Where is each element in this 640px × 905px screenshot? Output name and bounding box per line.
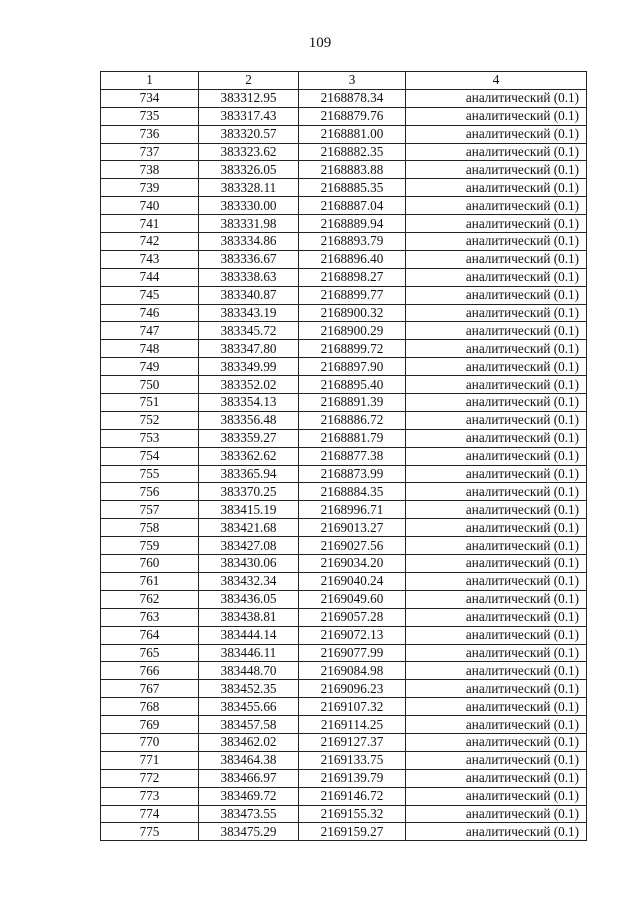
y-coordinate-cell: 2169139.79: [299, 769, 406, 787]
table-row: [101, 215, 587, 233]
y-coordinate-cell: 2168900.32: [299, 304, 406, 322]
y-coordinate-cell: 2168893.79: [299, 233, 406, 251]
point-number-cell: 770: [101, 733, 199, 751]
table-row: [101, 626, 587, 644]
method-cell: аналитический (0.1): [406, 751, 587, 769]
x-coordinate-cell: 383448.70: [199, 662, 299, 680]
x-coordinate-cell: 383469.72: [199, 787, 299, 805]
y-coordinate-cell: 2169127.37: [299, 733, 406, 751]
x-coordinate-cell: 383338.63: [199, 268, 299, 286]
point-number-cell: 772: [101, 769, 199, 787]
x-coordinate-cell: 383328.11: [199, 179, 299, 197]
y-coordinate-cell: 2169034.20: [299, 555, 406, 573]
x-coordinate-cell: 383415.19: [199, 501, 299, 519]
table-row: [101, 572, 587, 590]
method-cell: аналитический (0.1): [406, 626, 587, 644]
table-row: [101, 340, 587, 358]
point-number-cell: 762: [101, 590, 199, 608]
table-row: [101, 823, 587, 841]
header-col-1: 1: [101, 72, 199, 90]
x-coordinate-cell: 383356.48: [199, 411, 299, 429]
point-number-cell: 760: [101, 555, 199, 573]
table-row: [101, 698, 587, 716]
y-coordinate-cell: 2169096.23: [299, 680, 406, 698]
point-number-cell: 748: [101, 340, 199, 358]
y-coordinate-cell: 2168898.27: [299, 268, 406, 286]
point-number-cell: 766: [101, 662, 199, 680]
x-coordinate-cell: 383370.25: [199, 483, 299, 501]
y-coordinate-cell: 2168889.94: [299, 215, 406, 233]
table-row: [101, 733, 587, 751]
x-coordinate-cell: 383475.29: [199, 823, 299, 841]
method-cell: аналитический (0.1): [406, 519, 587, 537]
method-cell: аналитический (0.1): [406, 304, 587, 322]
point-number-cell: 749: [101, 358, 199, 376]
point-number-cell: 750: [101, 376, 199, 394]
table-row: [101, 769, 587, 787]
x-coordinate-cell: 383317.43: [199, 107, 299, 125]
method-cell: аналитический (0.1): [406, 698, 587, 716]
y-coordinate-cell: 2168882.35: [299, 143, 406, 161]
y-coordinate-cell: 2169133.75: [299, 751, 406, 769]
table-row: [101, 376, 587, 394]
point-number-cell: 763: [101, 608, 199, 626]
method-cell: аналитический (0.1): [406, 143, 587, 161]
method-cell: аналитический (0.1): [406, 268, 587, 286]
table-row: [101, 197, 587, 215]
method-cell: аналитический (0.1): [406, 483, 587, 501]
table-row: [101, 358, 587, 376]
table-row: [101, 411, 587, 429]
point-number-cell: 771: [101, 751, 199, 769]
x-coordinate-cell: 383334.86: [199, 233, 299, 251]
point-number-cell: 775: [101, 823, 199, 841]
table-row: [101, 322, 587, 340]
table-row: [101, 805, 587, 823]
x-coordinate-cell: 383331.98: [199, 215, 299, 233]
point-number-cell: 740: [101, 197, 199, 215]
table-row: [101, 537, 587, 555]
table-row: [101, 161, 587, 179]
method-cell: аналитический (0.1): [406, 215, 587, 233]
table-row: [101, 250, 587, 268]
table-row: [101, 483, 587, 501]
table-row: [101, 394, 587, 412]
method-cell: аналитический (0.1): [406, 233, 587, 251]
method-cell: аналитический (0.1): [406, 572, 587, 590]
method-cell: аналитический (0.1): [406, 89, 587, 107]
point-number-cell: 754: [101, 447, 199, 465]
x-coordinate-cell: 383446.11: [199, 644, 299, 662]
point-number-cell: 767: [101, 680, 199, 698]
point-number-cell: 736: [101, 125, 199, 143]
point-number-cell: 746: [101, 304, 199, 322]
x-coordinate-cell: 383343.19: [199, 304, 299, 322]
point-number-cell: 755: [101, 465, 199, 483]
y-coordinate-cell: 2169155.32: [299, 805, 406, 823]
y-coordinate-cell: 2168887.04: [299, 197, 406, 215]
point-number-cell: 744: [101, 268, 199, 286]
x-coordinate-cell: 383455.66: [199, 698, 299, 716]
table-row: [101, 304, 587, 322]
method-cell: аналитический (0.1): [406, 537, 587, 555]
table-row: [101, 268, 587, 286]
y-coordinate-cell: 2169040.24: [299, 572, 406, 590]
y-coordinate-cell: 2168899.72: [299, 340, 406, 358]
y-coordinate-cell: 2168900.29: [299, 322, 406, 340]
point-number-cell: 773: [101, 787, 199, 805]
method-cell: аналитический (0.1): [406, 608, 587, 626]
y-coordinate-cell: 2168885.35: [299, 179, 406, 197]
y-coordinate-cell: 2168896.40: [299, 250, 406, 268]
x-coordinate-cell: 383340.87: [199, 286, 299, 304]
method-cell: аналитический (0.1): [406, 411, 587, 429]
x-coordinate-cell: 383427.08: [199, 537, 299, 555]
table-row: [101, 143, 587, 161]
point-number-cell: 737: [101, 143, 199, 161]
x-coordinate-cell: 383347.80: [199, 340, 299, 358]
y-coordinate-cell: 2168897.90: [299, 358, 406, 376]
method-cell: аналитический (0.1): [406, 501, 587, 519]
x-coordinate-cell: 383462.02: [199, 733, 299, 751]
table-body: [101, 89, 587, 840]
method-cell: аналитический (0.1): [406, 644, 587, 662]
point-number-cell: 752: [101, 411, 199, 429]
x-coordinate-cell: 383345.72: [199, 322, 299, 340]
y-coordinate-cell: 2168891.39: [299, 394, 406, 412]
table-row: [101, 286, 587, 304]
point-number-cell: 747: [101, 322, 199, 340]
x-coordinate-cell: 383473.55: [199, 805, 299, 823]
x-coordinate-cell: 383352.02: [199, 376, 299, 394]
x-coordinate-cell: 383436.05: [199, 590, 299, 608]
method-cell: аналитический (0.1): [406, 179, 587, 197]
method-cell: аналитический (0.1): [406, 286, 587, 304]
point-number-cell: 739: [101, 179, 199, 197]
x-coordinate-cell: 383323.62: [199, 143, 299, 161]
point-number-cell: 741: [101, 215, 199, 233]
y-coordinate-cell: 2168884.35: [299, 483, 406, 501]
y-coordinate-cell: 2169146.72: [299, 787, 406, 805]
y-coordinate-cell: 2169077.99: [299, 644, 406, 662]
y-coordinate-cell: 2169107.32: [299, 698, 406, 716]
y-coordinate-cell: 2169027.56: [299, 537, 406, 555]
table-row: [101, 716, 587, 734]
method-cell: аналитический (0.1): [406, 197, 587, 215]
method-cell: аналитический (0.1): [406, 662, 587, 680]
point-number-cell: 742: [101, 233, 199, 251]
point-number-cell: 753: [101, 429, 199, 447]
method-cell: аналитический (0.1): [406, 161, 587, 179]
point-number-cell: 745: [101, 286, 199, 304]
point-number-cell: 758: [101, 519, 199, 537]
method-cell: аналитический (0.1): [406, 107, 587, 125]
y-coordinate-cell: 2169049.60: [299, 590, 406, 608]
method-cell: аналитический (0.1): [406, 340, 587, 358]
y-coordinate-cell: 2169013.27: [299, 519, 406, 537]
y-coordinate-cell: 2169057.28: [299, 608, 406, 626]
header-col-4: 4: [406, 72, 587, 90]
table-row: [101, 751, 587, 769]
method-cell: аналитический (0.1): [406, 394, 587, 412]
table-row: [101, 89, 587, 107]
method-cell: аналитический (0.1): [406, 555, 587, 573]
table-row: [101, 787, 587, 805]
x-coordinate-cell: 383430.06: [199, 555, 299, 573]
y-coordinate-cell: 2168873.99: [299, 465, 406, 483]
point-number-cell: 759: [101, 537, 199, 555]
method-cell: аналитический (0.1): [406, 805, 587, 823]
table-row: [101, 179, 587, 197]
method-cell: аналитический (0.1): [406, 465, 587, 483]
method-cell: аналитический (0.1): [406, 376, 587, 394]
point-number-cell: 735: [101, 107, 199, 125]
y-coordinate-cell: 2168883.88: [299, 161, 406, 179]
x-coordinate-cell: 383312.95: [199, 89, 299, 107]
x-coordinate-cell: 383354.13: [199, 394, 299, 412]
x-coordinate-cell: 383432.34: [199, 572, 299, 590]
method-cell: аналитический (0.1): [406, 823, 587, 841]
y-coordinate-cell: 2169159.27: [299, 823, 406, 841]
y-coordinate-cell: 2168879.76: [299, 107, 406, 125]
method-cell: аналитический (0.1): [406, 358, 587, 376]
method-cell: аналитический (0.1): [406, 769, 587, 787]
point-number-cell: 734: [101, 89, 199, 107]
method-cell: аналитический (0.1): [406, 590, 587, 608]
method-cell: аналитический (0.1): [406, 787, 587, 805]
point-number-cell: 761: [101, 572, 199, 590]
x-coordinate-cell: 383466.97: [199, 769, 299, 787]
table-row: [101, 644, 587, 662]
x-coordinate-cell: 383336.67: [199, 250, 299, 268]
table-row: [101, 501, 587, 519]
table-row: [101, 662, 587, 680]
y-coordinate-cell: 2168996.71: [299, 501, 406, 519]
point-number-cell: 765: [101, 644, 199, 662]
table-row: [101, 519, 587, 537]
x-coordinate-cell: 383320.57: [199, 125, 299, 143]
header-col-2: 2: [199, 72, 299, 90]
x-coordinate-cell: 383438.81: [199, 608, 299, 626]
y-coordinate-cell: 2168877.38: [299, 447, 406, 465]
method-cell: аналитический (0.1): [406, 322, 587, 340]
table-row: [101, 608, 587, 626]
table-row: [101, 680, 587, 698]
table-row: [101, 429, 587, 447]
point-number-cell: 738: [101, 161, 199, 179]
table-row: [101, 465, 587, 483]
method-cell: аналитический (0.1): [406, 680, 587, 698]
method-cell: аналитический (0.1): [406, 447, 587, 465]
y-coordinate-cell: 2168878.34: [299, 89, 406, 107]
point-number-cell: 764: [101, 626, 199, 644]
point-number-cell: 768: [101, 698, 199, 716]
y-coordinate-cell: 2168899.77: [299, 286, 406, 304]
y-coordinate-cell: 2169084.98: [299, 662, 406, 680]
x-coordinate-cell: 383464.38: [199, 751, 299, 769]
page-number: 109: [308, 35, 332, 51]
coordinates-table: [100, 71, 587, 841]
point-number-cell: 743: [101, 250, 199, 268]
method-cell: аналитический (0.1): [406, 250, 587, 268]
y-coordinate-cell: 2169072.13: [299, 626, 406, 644]
x-coordinate-cell: 383359.27: [199, 429, 299, 447]
x-coordinate-cell: 383362.62: [199, 447, 299, 465]
x-coordinate-cell: 383421.68: [199, 519, 299, 537]
x-coordinate-cell: 383365.94: [199, 465, 299, 483]
method-cell: аналитический (0.1): [406, 733, 587, 751]
table-row: [101, 555, 587, 573]
method-cell: аналитический (0.1): [406, 716, 587, 734]
x-coordinate-cell: 383330.00: [199, 197, 299, 215]
table-row: [101, 107, 587, 125]
table-row: [101, 233, 587, 251]
method-cell: аналитический (0.1): [406, 429, 587, 447]
y-coordinate-cell: 2168895.40: [299, 376, 406, 394]
x-coordinate-cell: 383457.58: [199, 716, 299, 734]
x-coordinate-cell: 383326.05: [199, 161, 299, 179]
header-col-3: 3: [299, 72, 406, 90]
point-number-cell: 757: [101, 501, 199, 519]
point-number-cell: 774: [101, 805, 199, 823]
table-row: [101, 447, 587, 465]
point-number-cell: 756: [101, 483, 199, 501]
point-number-cell: 769: [101, 716, 199, 734]
y-coordinate-cell: 2168886.72: [299, 411, 406, 429]
y-coordinate-cell: 2169114.25: [299, 716, 406, 734]
y-coordinate-cell: 2168881.00: [299, 125, 406, 143]
table-row: [101, 590, 587, 608]
y-coordinate-cell: 2168881.79: [299, 429, 406, 447]
table-row: [101, 125, 587, 143]
x-coordinate-cell: 383349.99: [199, 358, 299, 376]
x-coordinate-cell: 383452.35: [199, 680, 299, 698]
table-header-row: [101, 72, 587, 90]
point-number-cell: 751: [101, 394, 199, 412]
method-cell: аналитический (0.1): [406, 125, 587, 143]
x-coordinate-cell: 383444.14: [199, 626, 299, 644]
